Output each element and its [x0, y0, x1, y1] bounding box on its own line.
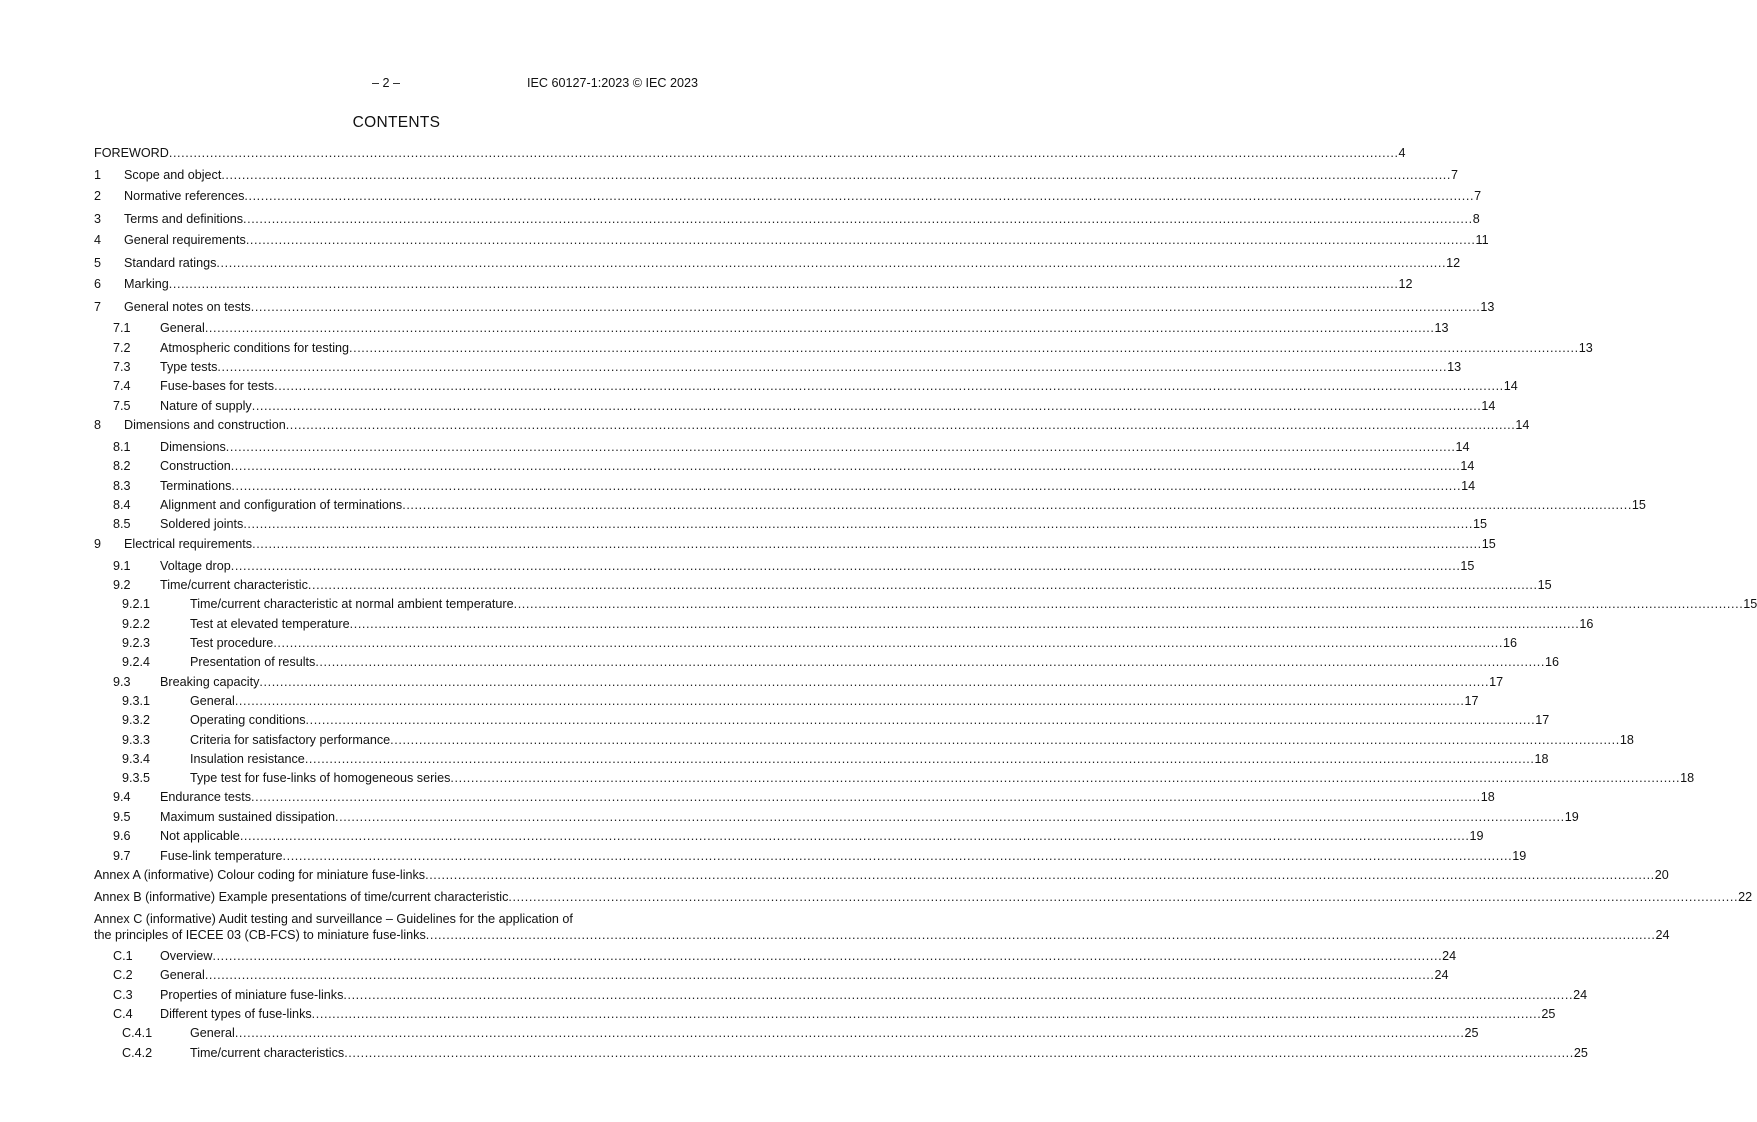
dot-leader: ............................................................................................................................................................................................................................................................................................................ — [273, 636, 1503, 650]
toc-entry-page: 24 — [1434, 968, 1449, 982]
toc-entry-page: 15 — [1481, 537, 1496, 551]
toc-entry-title: Normative references — [124, 189, 245, 203]
toc-entry-number: 9.4 — [113, 790, 131, 804]
toc-entry[interactable] — [94, 751, 1549, 767]
toc-entry[interactable] — [94, 516, 1488, 532]
toc-entry-title: Voltage drop — [160, 559, 231, 573]
toc-entry-page: 13 — [1480, 300, 1495, 314]
dot-leader: ............................................................................................................................................................................................................................................................................................................ — [234, 1026, 1465, 1040]
dot-leader: ............................................................................................................................................................................................................................................................................................................ — [230, 459, 1461, 473]
toc-entry-title: General requirements — [124, 233, 246, 247]
toc-entry-number: 9.2.1 — [122, 597, 151, 611]
toc-entry[interactable] — [94, 577, 1552, 593]
toc-entry[interactable] — [94, 848, 1527, 864]
dot-leader: ............................................................................................................................................................................................................................................................................................................ — [402, 498, 1632, 512]
toc-entry-title: Properties of miniature fuse-links — [160, 988, 344, 1002]
dot-leader: ............................................................................................................................................................................................................................................................................................................ — [282, 849, 1513, 863]
dot-leader: ............................................................................................................................................................................................................................................................................................................ — [245, 233, 1476, 247]
toc-entry-page: 15 — [1460, 559, 1475, 573]
toc-entry-title: Different types of fuse-links — [160, 1007, 312, 1021]
toc-entry-page: 25 — [1464, 1026, 1479, 1040]
toc-entry[interactable] — [94, 417, 1530, 433]
toc-entry-title: Not applicable — [160, 829, 240, 843]
toc-entry-page: 19 — [1564, 810, 1579, 824]
dot-leader: ............................................................................................................................................................................................................................................................................................................ — [252, 537, 1482, 551]
dot-leader: ............................................................................................................................................................................................................................................................................................................ — [315, 655, 1545, 669]
toc-entry-title: Marking — [124, 277, 169, 291]
dot-leader: ............................................................................................................................................................................................................................................................................................................ — [212, 949, 1443, 963]
toc-entry-page: 24 — [1655, 928, 1670, 942]
dot-leader: ............................................................................................................................................................................................................................................................................................................ — [343, 988, 1574, 1002]
toc-entry-number: 9.3.3 — [122, 733, 151, 747]
toc-entry-title: Nature of supply — [160, 399, 252, 413]
toc-entry-title: Fuse-link temperature — [160, 849, 283, 863]
document-id: IEC 60127-1:2023 © IEC 2023 — [526, 76, 698, 90]
toc-entry-title: Annex A (informative) Colour coding for miniature fuse-links — [94, 868, 426, 882]
dot-leader: ............................................................................................................................................................................................................................................................................................................ — [204, 968, 1435, 982]
toc-entry-number: C.3 — [113, 988, 133, 1002]
toc-entry-number: 9.1 — [113, 559, 131, 573]
toc-entry[interactable] — [94, 232, 1489, 248]
dot-leader: ............................................................................................................................................................................................................................................................................................................ — [251, 790, 1481, 804]
toc-entry-number: 7.2 — [113, 341, 131, 355]
toc-entry-number: C.4.2 — [122, 1046, 153, 1060]
toc-entry-page: 22 — [1738, 890, 1753, 904]
toc-entry-page: 17 — [1489, 675, 1504, 689]
toc-entry-title: Construction — [160, 459, 231, 473]
toc-entry-number: 9.3 — [113, 675, 131, 689]
toc-entry-title: FOREWORD — [94, 146, 169, 160]
toc-entry[interactable] — [94, 712, 1550, 728]
toc-entry-page: 15 — [1631, 498, 1646, 512]
dot-leader: ............................................................................................................................................................................................................................................................................................................ — [311, 1007, 1542, 1021]
toc-entry-number: 7.4 — [113, 379, 131, 393]
toc-entry-title: Alignment and configuration of terminations — [160, 498, 403, 512]
dot-leader: ............................................................................................................................................................................................................................................................................................................ — [234, 694, 1465, 708]
toc-entry-title: Endurance tests — [160, 790, 252, 804]
toc-entry-title: Electrical requirements — [124, 537, 253, 551]
toc-entry-page: 14 — [1455, 440, 1470, 454]
dot-leader: ............................................................................................................................................................................................................................................................................................................ — [239, 829, 1470, 843]
toc-entry-title: Terms and definitions — [124, 212, 244, 226]
toc-entry[interactable] — [94, 889, 1753, 905]
toc-entry-number: 6 — [94, 277, 102, 291]
toc-entry[interactable] — [94, 828, 1484, 844]
dot-leader: ............................................................................................................................................................................................................................................................................................................ — [307, 578, 1538, 592]
toc-entry-page: 15 — [1473, 517, 1488, 531]
toc-entry-page: 18 — [1480, 790, 1495, 804]
toc-entry-number: 9.3.4 — [122, 752, 151, 766]
toc-entry[interactable] — [94, 378, 1518, 394]
toc-entry-page: 14 — [1461, 479, 1476, 493]
toc-entry-number: 7.5 — [113, 399, 131, 413]
toc-entry-page: 7 — [1474, 189, 1482, 203]
toc-entry[interactable] — [94, 674, 1504, 690]
toc-entry-number: 9.6 — [113, 829, 131, 843]
dot-leader: ............................................................................................................................................................................................................................................................................................................ — [425, 868, 1655, 882]
dot-leader: ............................................................................................................................................................................................................................................................................................................ — [390, 733, 1620, 747]
toc-entry-page: 24 — [1573, 988, 1588, 1002]
toc-entry-number: 8.4 — [113, 498, 131, 512]
page-title: CONTENTS — [352, 114, 441, 131]
toc-entry-number: 9.5 — [113, 810, 131, 824]
dot-leader: ............................................................................................................................................................................................................................................................................................................ — [244, 189, 1475, 203]
toc-entry[interactable] — [94, 320, 1449, 336]
dot-leader: ............................................................................................................................................................................................................................................................................................................ — [450, 771, 1681, 785]
dot-leader: ............................................................................................................................................................................................................................................................................................................ — [259, 675, 1490, 689]
toc-entry[interactable] — [94, 558, 1475, 574]
toc-entry-title: Maximum sustained dissipation — [160, 810, 335, 824]
toc-entry-number: 8.5 — [113, 517, 131, 531]
toc-entry-number: 8.1 — [113, 440, 131, 454]
toc-entry[interactable] — [94, 299, 1495, 315]
toc-entry-title: Terminations — [160, 479, 232, 493]
toc-entry-number: 9.3.1 — [122, 694, 151, 708]
toc-entry-page: 4 — [1398, 146, 1406, 160]
dot-leader: ............................................................................................................................................................................................................................................................................................................ — [304, 752, 1535, 766]
toc-entry-title: Soldered joints — [160, 517, 244, 531]
toc-entry-number: 5 — [94, 256, 102, 270]
dot-leader: ............................................................................................................................................................................................................................................................................................................ — [425, 928, 1656, 942]
toc-entry[interactable] — [94, 616, 1594, 632]
dot-leader: ............................................................................................................................................................................................................................................................................................................ — [349, 341, 1579, 355]
toc-entry-page: 11 — [1475, 233, 1489, 247]
toc-entry-page: 13 — [1447, 360, 1462, 374]
toc-entry-title: Breaking capacity — [160, 675, 260, 689]
toc-entry[interactable] — [94, 770, 1695, 786]
toc-entry-page: 14 — [1503, 379, 1518, 393]
toc-entry-title: Fuse-bases for tests — [160, 379, 275, 393]
dot-leader: ............................................................................................................................................................................................................................................................................................................ — [508, 890, 1739, 904]
toc-entry[interactable] — [94, 1006, 1556, 1022]
toc-entry-number: 2 — [94, 189, 102, 203]
toc-entry-title: General — [160, 968, 205, 982]
toc-entry-page: 18 — [1534, 752, 1549, 766]
toc-entry-title: Annex C (informative) Audit testing and surveillance – Guidelines for the application of — [94, 912, 573, 926]
toc-entry-title: General — [190, 694, 235, 708]
toc-entry[interactable] — [94, 497, 1646, 513]
dot-leader: ............................................................................................................................................................................................................................................................................................................ — [251, 399, 1482, 413]
toc-entry-number: 9 — [94, 537, 102, 551]
toc-entry[interactable] — [94, 1045, 1588, 1061]
toc-entry-number: 9.3.5 — [122, 771, 151, 785]
toc-entry-title: Standard ratings — [124, 256, 217, 270]
toc-entry-number: 9.7 — [113, 849, 131, 863]
toc-entry[interactable] — [94, 1025, 1479, 1041]
toc-entry-number: C.2 — [113, 968, 133, 982]
toc-entry-title: Criteria for satisfactory performance — [190, 733, 391, 747]
toc-entry-title: Insulation resistance — [190, 752, 305, 766]
toc-entry[interactable] — [94, 789, 1495, 805]
toc-entry-title: Time/current characteristic at normal ambient temperature — [190, 597, 514, 611]
toc-entry-title: Time/current characteristic — [160, 578, 308, 592]
toc-entry-page: 24 — [1442, 949, 1457, 963]
toc-entry-number: 8.3 — [113, 479, 131, 493]
dot-leader: ............................................................................................................................................................................................................................................................................................................ — [344, 1046, 1574, 1060]
toc-entry-number: 7.3 — [113, 360, 131, 374]
toc-entry-title: the principles of IECEE 03 (CB-FCS) to miniature fuse-links — [94, 928, 426, 942]
dot-leader: ............................................................................................................................................................................................................................................................................................................ — [250, 300, 1481, 314]
toc-entry-title: Time/current characteristics — [190, 1046, 345, 1060]
toc-entry-title: Overview — [160, 949, 213, 963]
toc-entry-title: Test procedure — [190, 636, 274, 650]
toc-entry-title: Operating conditions — [190, 713, 306, 727]
toc-entry-page: 12 — [1398, 277, 1413, 291]
dot-leader: ............................................................................................................................................................................................................................................................................................................ — [168, 277, 1399, 291]
toc-entry[interactable] — [94, 654, 1560, 670]
toc-entry[interactable] — [94, 948, 1457, 964]
dot-leader: ............................................................................................................................................................................................................................................................................................................ — [335, 810, 1565, 824]
toc-entry-number: 8 — [94, 418, 102, 432]
toc-entry[interactable] — [94, 927, 1670, 943]
toc-entry-title: Presentation of results — [190, 655, 316, 669]
dot-leader: ............................................................................................................................................................................................................................................................................................................ — [349, 617, 1580, 631]
toc-entry-title: Scope and object — [124, 168, 222, 182]
dot-leader: ............................................................................................................................................................................................................................................................................................................ — [221, 168, 1452, 182]
toc-entry-title: Type tests — [160, 360, 218, 374]
dot-leader: ............................................................................................................................................................................................................................................................................................................ — [243, 212, 1473, 226]
dot-leader: ............................................................................................................................................................................................................................................................................................................ — [168, 146, 1399, 160]
toc-entry-page: 25 — [1573, 1046, 1588, 1060]
toc-entry-title: Annex B (informative) Example presentations of time/current characteristic — [94, 890, 509, 904]
toc-entry-page: 18 — [1680, 771, 1695, 785]
dot-leader: ............................................................................................................................................................................................................................................................................................................ — [274, 379, 1504, 393]
dot-leader: ............................................................................................................................................................................................................................................................................................................ — [230, 559, 1461, 573]
toc-entry-number: 9.2 — [113, 578, 131, 592]
toc-entry-number: C.4 — [113, 1007, 133, 1021]
toc-entry[interactable] — [94, 458, 1475, 474]
toc-entry-title: Dimensions — [160, 440, 226, 454]
toc-entry-number: 9.2.4 — [122, 655, 151, 669]
toc-entry-number: 9.2.3 — [122, 636, 151, 650]
toc-entry-page: 17 — [1535, 713, 1550, 727]
toc-entry[interactable] — [94, 167, 1459, 183]
dot-leader: ............................................................................................................................................................................................................................................................................................................ — [204, 321, 1435, 335]
toc-entry-number: 8.2 — [113, 459, 131, 473]
dot-leader: ............................................................................................................................................................................................................................................................................................................ — [225, 440, 1456, 454]
toc-entry-title: General notes on tests — [124, 300, 251, 314]
page-number: – 2 – — [372, 76, 401, 90]
toc-entry-number: 7 — [94, 300, 102, 314]
toc-entry[interactable] — [94, 809, 1579, 825]
toc-entry-page: 17 — [1464, 694, 1479, 708]
toc-entry-page: 18 — [1619, 733, 1634, 747]
toc-entry-page: 14 — [1460, 459, 1475, 473]
toc-entry-title: Atmospheric conditions for testing — [160, 341, 349, 355]
dot-leader: ............................................................................................................................................................................................................................................................................................................ — [217, 360, 1448, 374]
toc-entry[interactable] — [94, 211, 1480, 227]
toc-entry[interactable] — [94, 478, 1476, 494]
toc-entry-number: C.1 — [113, 949, 133, 963]
dot-leader: ............................................................................................................................................................................................................................................................................................................ — [285, 418, 1516, 432]
toc-entry-page: 16 — [1545, 655, 1560, 669]
toc-entry-title: General — [160, 321, 205, 335]
toc-entry-title: Dimensions and construction — [124, 418, 286, 432]
toc-entry[interactable] — [94, 596, 1757, 612]
toc-entry-number: 7.1 — [113, 321, 131, 335]
dot-leader: ............................................................................................................................................................................................................................................................................................................ — [243, 517, 1473, 531]
toc-entry-page: 15 — [1537, 578, 1552, 592]
toc-entry[interactable] — [94, 398, 1496, 414]
toc-entry-page: 12 — [1446, 256, 1461, 270]
toc-entry[interactable] — [94, 188, 1482, 204]
dot-leader: ............................................................................................................................................................................................................................................................................................................ — [231, 479, 1462, 493]
dot-leader: ............................................................................................................................................................................................................................................................................................................ — [305, 713, 1536, 727]
toc-entry-title: Test at elevated temperature — [190, 617, 350, 631]
toc-entry[interactable] — [94, 359, 1462, 375]
toc-entry-number: C.4.1 — [122, 1026, 153, 1040]
toc-entry[interactable] — [94, 635, 1518, 651]
toc-entry-number: 9.3.2 — [122, 713, 151, 727]
toc-entry[interactable] — [94, 536, 1496, 552]
toc-entry[interactable] — [94, 255, 1461, 271]
toc-entry[interactable] — [94, 967, 1449, 983]
toc-entry-page: 19 — [1512, 849, 1527, 863]
toc-entry[interactable] — [94, 693, 1479, 709]
toc-entry-number: 3 — [94, 212, 102, 226]
toc-entry-page: 20 — [1654, 868, 1669, 882]
toc-entry-page: 25 — [1541, 1007, 1556, 1021]
toc-entry-page: 16 — [1579, 617, 1594, 631]
toc-entry[interactable] — [94, 276, 1413, 292]
toc-entry-page: 15 — [1743, 597, 1757, 611]
toc-entry-page: 14 — [1481, 399, 1496, 413]
toc-entry-page: 13 — [1434, 321, 1449, 335]
toc-entry-number: 4 — [94, 233, 102, 247]
toc-entry-page: 16 — [1503, 636, 1518, 650]
toc-entry[interactable] — [94, 439, 1470, 455]
toc-entry-title: General — [190, 1026, 235, 1040]
toc-entry[interactable] — [94, 145, 1406, 161]
toc-entry[interactable] — [94, 340, 1593, 356]
dot-leader: ............................................................................................................................................................................................................................................................................................................ — [513, 597, 1744, 611]
toc-entry-page: 13 — [1578, 341, 1593, 355]
toc-entry-number: 9.2.2 — [122, 617, 151, 631]
toc-entry-page: 19 — [1469, 829, 1484, 843]
toc-entry[interactable] — [94, 987, 1588, 1003]
toc-entry-number: 1 — [94, 168, 102, 182]
toc-entry[interactable] — [94, 732, 1634, 748]
toc-entry-page: 14 — [1515, 418, 1530, 432]
toc-entry-title: Type test for fuse-links of homogeneous series — [190, 771, 451, 785]
toc-entry[interactable] — [94, 867, 1669, 883]
dot-leader: ............................................................................................................................................................................................................................................................................................................ — [216, 256, 1447, 270]
toc-entry-page: 7 — [1451, 168, 1459, 182]
toc-entry-page: 8 — [1472, 212, 1480, 226]
